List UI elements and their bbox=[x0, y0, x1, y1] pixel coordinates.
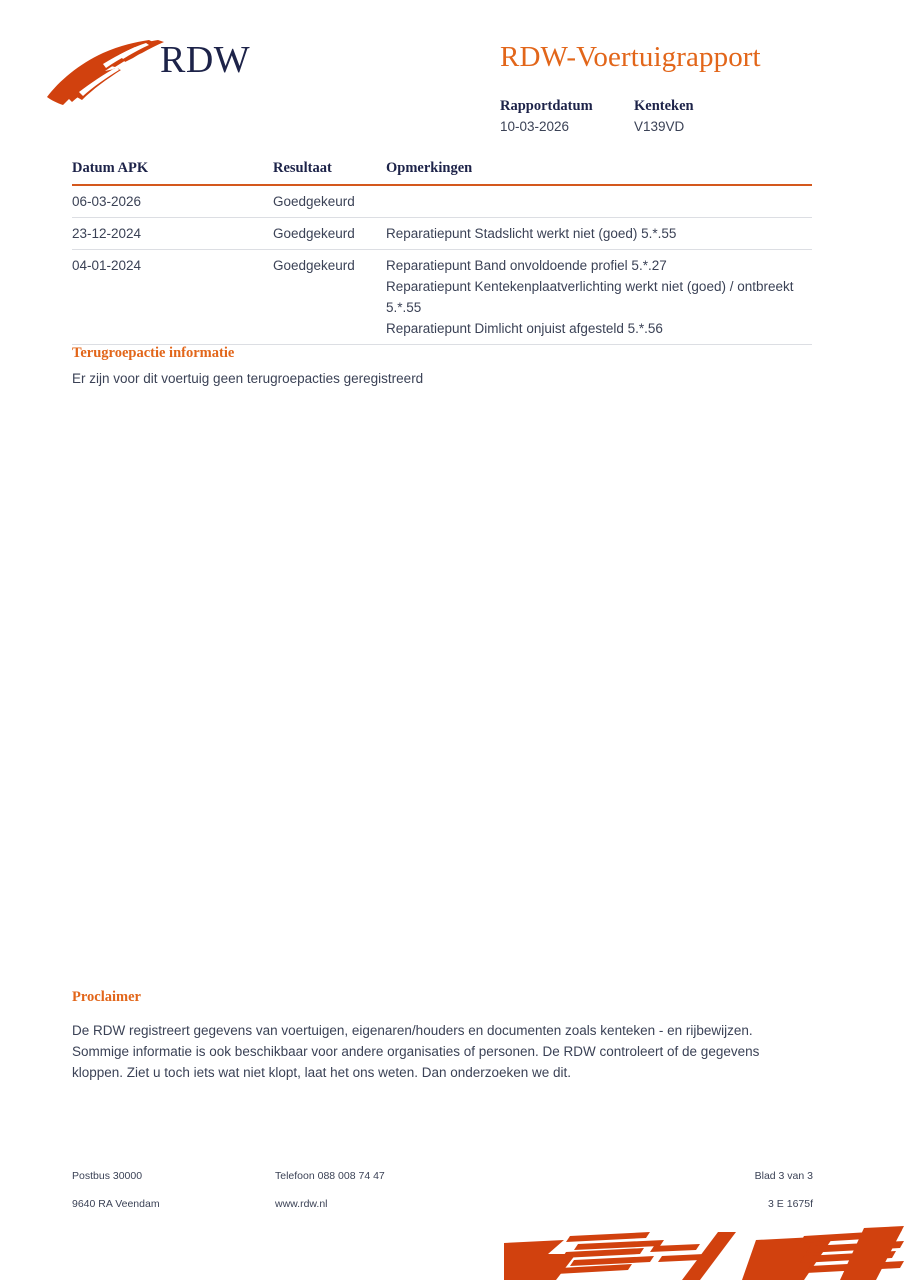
footer-row-1 bbox=[72, 1168, 813, 1184]
license-plate-value: V139VD bbox=[634, 119, 685, 134]
proclaimer-line-3: kloppen. Ziet u toch iets wat niet klopt, laat het ons weten. Dan onderzoeken we dit. bbox=[72, 1065, 572, 1080]
footer-document-code: 3 E 1675f bbox=[768, 1198, 813, 1210]
proclaimer-section-title: Proclaimer bbox=[72, 989, 141, 1005]
rdw-logo bbox=[45, 30, 305, 115]
column-header-date: Datum APK bbox=[72, 160, 149, 176]
page-title: RDW-Voertuigrapport bbox=[500, 41, 761, 73]
apk-history-table bbox=[72, 160, 812, 345]
proclaimer-section bbox=[72, 989, 817, 1083]
proclaimer-section-body bbox=[72, 1020, 817, 1083]
footer-page-number: Blad 3 van 3 bbox=[754, 1170, 813, 1182]
report-meta bbox=[500, 97, 840, 137]
meta-license-plate bbox=[634, 97, 768, 116]
footer-website[interactable]: www.rdw.nl bbox=[275, 1198, 328, 1210]
license-plate-label: Kenteken bbox=[634, 98, 694, 114]
table-row bbox=[72, 250, 812, 344]
footer-phone: Telefoon 088 008 74 47 bbox=[275, 1170, 385, 1182]
proclaimer-line-2: Sommige informatie is ook beschikbaar voor andere organisaties of personen. De RDW controleert of de gegevens bbox=[72, 1044, 760, 1059]
recall-section-body: Er zijn voor dit voertuig geen terugroepacties geregistreerd bbox=[72, 371, 424, 386]
cell-result: Goedgekeurd bbox=[273, 226, 355, 241]
meta-report-date bbox=[500, 97, 634, 116]
table-body bbox=[72, 186, 812, 345]
remark-item: Reparatiepunt Stadslicht werkt niet (goed) 5.*.55 bbox=[386, 226, 677, 241]
proclaimer-line-1: De RDW registreert gegevens van voertuigen, eigenaren/houders en documenten zoals kenteken - en rijbewijzen. bbox=[72, 1023, 753, 1038]
rdw-wordmark: RDW bbox=[160, 39, 251, 81]
remark-item: Reparatiepunt Dimlicht onjuist afgesteld 5.*.56 bbox=[386, 321, 663, 336]
rdw-feather-logo-icon bbox=[45, 34, 170, 112]
table-row bbox=[72, 218, 812, 249]
footer-city: 9640 RA Veendam bbox=[72, 1198, 160, 1210]
cell-date: 04-01-2024 bbox=[72, 258, 142, 273]
cell-result: Goedgekeurd bbox=[273, 194, 355, 209]
cell-date: 23-12-2024 bbox=[72, 226, 142, 241]
cell-result: Goedgekeurd bbox=[273, 258, 355, 273]
column-header-remarks: Opmerkingen bbox=[386, 160, 473, 176]
document-header bbox=[0, 0, 904, 150]
report-date-label: Rapportdatum bbox=[500, 98, 593, 114]
cell-remarks bbox=[386, 255, 812, 339]
recall-section-title: Terugroepactie informatie bbox=[72, 345, 235, 361]
remark-item: Reparatiepunt Band onvoldoende profiel 5.*.27 bbox=[386, 258, 667, 273]
cell-remarks bbox=[386, 223, 812, 244]
remark-item: Reparatiepunt Kentekenplaatverlichting werkt niet (goed) / ontbreekt 5.*.55 bbox=[386, 279, 794, 315]
cell-date: 06-03-2026 bbox=[72, 194, 142, 209]
report-date-value: 10-03-2026 bbox=[500, 119, 570, 134]
column-header-result: Resultaat bbox=[273, 160, 332, 176]
footer-postbus: Postbus 30000 bbox=[72, 1170, 143, 1182]
recall-information-section bbox=[72, 345, 817, 389]
table-header-row bbox=[72, 160, 812, 184]
table-row bbox=[72, 186, 812, 217]
rdw-stripes-graphic-icon bbox=[504, 1210, 904, 1280]
